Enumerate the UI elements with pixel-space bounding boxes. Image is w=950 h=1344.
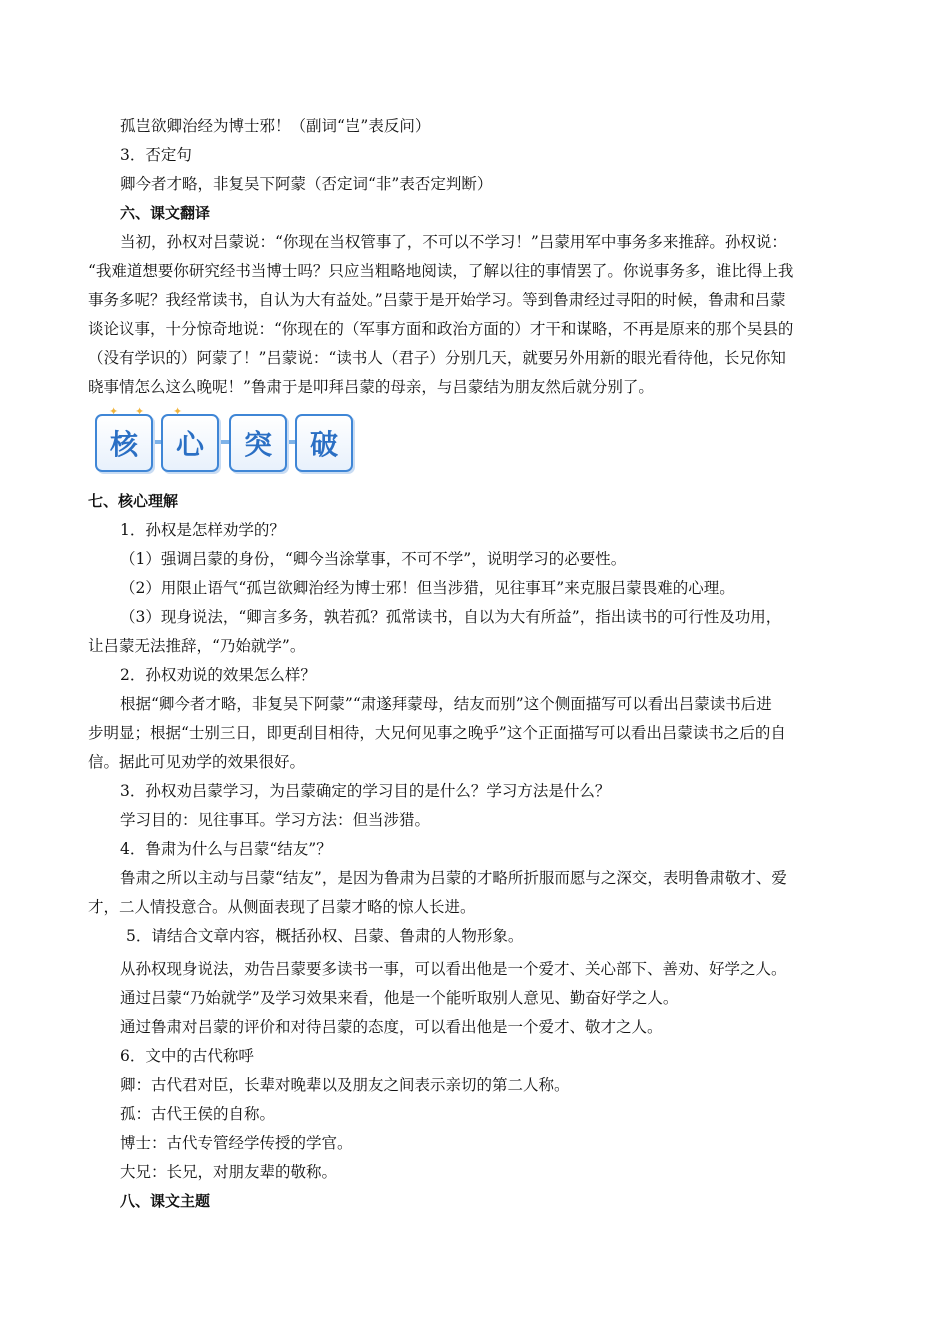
text-line: 3．否定句 [120,146,192,164]
sparkle-icon: ✦ [109,405,119,418]
text-line: 通过吕蒙“乃始就学”及学习效果来看，他是一个能听取别人意见、勤奋好学之人。 [120,989,679,1007]
text-line: 4．鲁肃为什么与吕蒙“结友”？ [120,840,332,858]
text-line: 谈论议事，十分惊奇地说：“你现在的（军事方面和政治方面的）才干和谋略，不再是原来的那个吴县的 [88,320,794,338]
text-line: 5．请结合文章内容，概括孙权、吕蒙、鲁肃的人物形象。 [126,927,524,945]
text-line: 鲁肃之所以主动与吕蒙“结友”，是因为鲁肃为吕蒙的才略所折服而愿与之深交，表明鲁肃敬才、爱 [120,869,787,887]
text-line: 1．孙权是怎样劝学的？ [120,521,285,539]
text-line: 3．孙权劝吕蒙学习，为吕蒙确定的学习目的是什么？学习方法是什么？ [120,782,611,800]
text-line: 孤岂欲卿治经为博士邪！（副词“岂”表反问） [120,117,431,135]
text-line: 晓事情怎么这么晚呢！”鲁肃于是叩拜吕蒙的母亲，与吕蒙结为朋友然后就分别了。 [88,378,654,396]
section-heading: 六、课文翻译 [120,204,211,222]
text-line: 卿今者才略，非复吴下阿蒙（否定词“非”表否定判断） [120,175,493,193]
text-line: 步明显；根据“士别三日，即更刮目相待，大兄何见事之晚乎”这个正面描写可以看出吕蒙读书之后的自 [88,724,786,742]
text-line: 学习目的：见往事耳。学习方法：但当涉猎。 [120,811,431,829]
text-line: 博士：古代专管经学传授的学官。 [120,1134,353,1152]
text-line: 6．文中的古代称呼 [120,1047,254,1065]
banner-tile: 破 [295,414,353,472]
text-line: 才，二人情投意合。从侧面表现了吕蒙才略的惊人长进。 [88,898,476,916]
text-line: 让吕蒙无法推辞，“乃始就学”。 [88,637,306,655]
text-line: “我难道想要你研究经书当博士吗？只应当粗略地阅读，了解以往的事情罢了。你说事务多，谁比得上我 [88,262,794,280]
text-line: 卿：古代君对臣，长辈对晚辈以及朋友之间表示亲切的第二人称。 [120,1076,570,1094]
text-line: （3）现身说法，“卿言多务，孰若孤？孤常读书，自以为大有所益”，指出读书的可行性及功用， [120,608,782,626]
banner-tile: 核 [95,414,153,472]
section-heading: 七、核心理解 [88,492,179,510]
text-line: （2）用限止语气“孤岂欲卿治经为博士邪！但当涉猎，见往事耳”来克服吕蒙畏难的心理。 [120,579,735,597]
text-line: 2．孙权劝说的效果怎么样？ [120,666,316,684]
text-line: 孤：古代王侯的自称。 [120,1105,276,1123]
text-line: 大兄：长兄，对朋友辈的敬称。 [120,1163,338,1181]
banner-tile: 心 [161,414,219,472]
text-line: 通过鲁肃对吕蒙的评价和对待吕蒙的态度，可以看出他是一个爱才、敬才之人。 [120,1018,663,1036]
sparkle-icon: ✦ [135,405,145,418]
sparkle-icon: ✦ [173,405,183,418]
section-heading: 八、课文主题 [120,1192,211,1210]
text-line: 从孙权现身说法，劝告吕蒙要多读书一事，可以看出他是一个爱才、关心部下、善劝、好学之人。 [120,960,787,978]
banner-tile: 突 [229,414,287,472]
text-line: 事务多呢？我经常读书，自认为大有益处。”吕蒙于是开始学习。等到鲁肃经过寻阳的时候，鲁肃和吕蒙 [88,291,786,309]
text-line: 根据“卿今者才略，非复吴下阿蒙”“肃遂拜蒙母，结友而别”这个侧面描写可以看出吕蒙读书后进 [120,695,772,713]
text-line: 信。据此可见劝学的效果很好。 [88,753,306,771]
core-breakthrough-banner [95,405,355,470]
text-line: （1）强调吕蒙的身份，“卿今当涂掌事，不可不学”，说明学习的必要性。 [120,550,627,568]
text-line: （没有学识的）阿蒙了！”吕蒙说：“读书人（君子）分别几天，就要另外用新的眼光看待他，长兄你知 [88,349,786,367]
text-line: 当初，孙权对吕蒙说：“你现在当权管事了，不可以不学习！”吕蒙用军中事务多来推辞。孙权说： [120,233,787,251]
